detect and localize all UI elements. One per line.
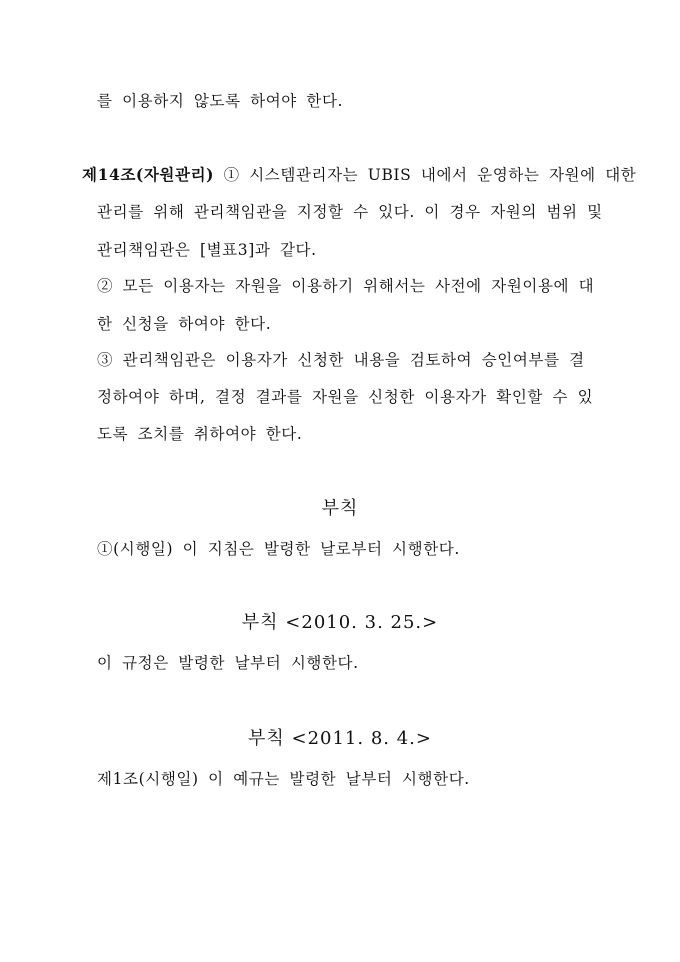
article-14-line-3: 관리책임관은 [별표3]과 같다.: [97, 241, 317, 259]
article-14-line-5: 한 신청을 하여야 한다.: [97, 315, 272, 333]
addendum-3-text: 제1조(시행일) 이 예규는 발령한 날부터 시행한다.: [97, 770, 470, 788]
article-14-title: 제14조(자원관리): [82, 165, 215, 184]
addendum-1-heading: 부칙: [321, 498, 359, 519]
addendum-2-heading: 부칙 <2010. 3. 25.>: [241, 612, 439, 633]
addendum-3-heading: 부칙 <2011. 8. 4.>: [248, 728, 432, 749]
article-14-line-7: 정하여야 하며, 결정 결과를 자원을 신청한 이용자가 확인할 수 있: [97, 388, 594, 406]
article-14-line-1: [82, 167, 636, 184]
addendum-2-text: 이 규정은 발령한 날부터 시행한다.: [97, 654, 359, 672]
article-14-line-2: 관리를 위해 관리책임관을 지정할 수 있다. 이 경우 자원의 범위 및: [97, 203, 603, 221]
article-14-line-8: 도록 조치를 취하여야 한다.: [97, 425, 303, 443]
article-14-line-4: ② 모든 이용자는 자원을 이용하기 위해서는 사전에 자원이용에 대: [97, 277, 595, 295]
article-14-line-6: ③ 관리책임관은 이용자가 신청한 내용을 검토하여 승인여부를 결: [97, 351, 585, 369]
addendum-1-text: ①(시행일) 이 지침은 발령한 날로부터 시행한다.: [97, 540, 460, 558]
continuation-line: 를 이용하지 않도록 하여야 한다.: [97, 92, 344, 110]
article-14-text-1: ① 시스템관리자는 UBIS 내에서 운영하는 자원에 대한: [223, 166, 637, 184]
